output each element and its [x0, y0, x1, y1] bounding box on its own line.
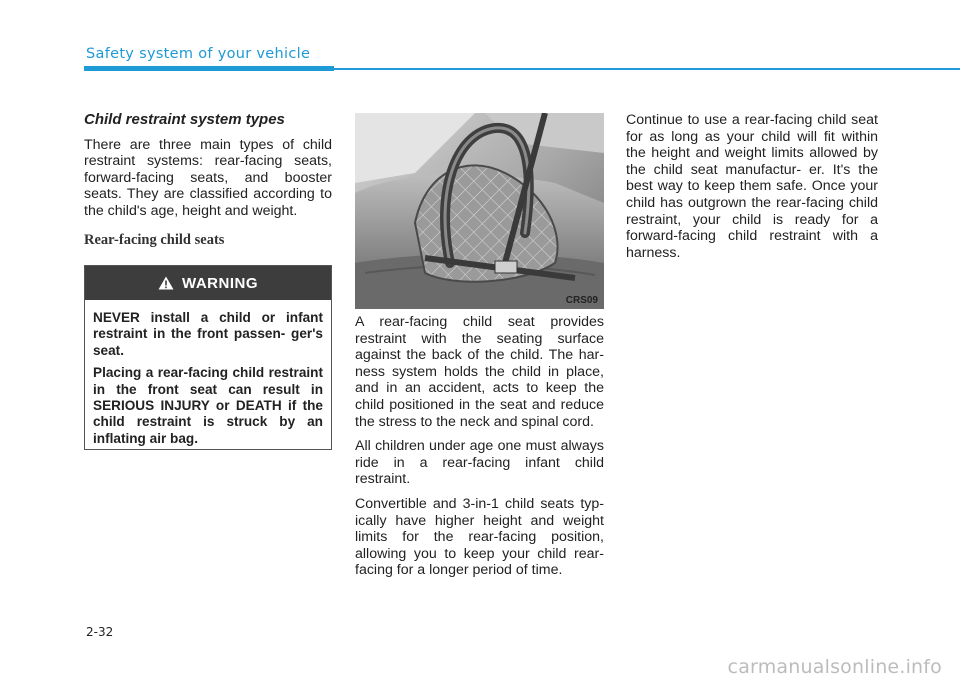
intro-paragraph: There are three main types of child restraint systems: rear-facing seats, forward-facing seats, and booster seats. They are classified according to the child's age, height and weight.	[84, 136, 332, 219]
page-number: 2-32	[86, 625, 114, 639]
warning-paragraph: NEVER install a child or infant restraint in the front passen- ger's seat.	[93, 310, 323, 358]
watermark: carmanualsonline.info	[727, 656, 942, 678]
heading-child-restraint-types: Child restraint system types	[84, 111, 285, 128]
warning-triangle-icon	[158, 276, 174, 290]
body-paragraph: All children under age one must always ride in a rear-facing infant child restraint.	[355, 438, 604, 488]
warning-body	[85, 300, 331, 447]
car-seat-illustration	[355, 113, 604, 309]
body-paragraph: Continue to use a rear-facing child seat for as long as your child will fit within the height and weight limits allowed by the child seat manufactur- er. It's the best way to keep them safe. Once your child has outgrown the rear-facing child restraint, your child is ready for a forward-facing child restraint with a harness.	[626, 112, 878, 261]
header-rule-thick	[84, 66, 334, 71]
warning-box	[84, 265, 332, 450]
rear-facing-seat-illustration	[355, 113, 604, 309]
warning-label: WARNING	[182, 274, 258, 292]
header-rule-thin	[334, 68, 960, 70]
section-title: Safety system of your vehicle	[86, 46, 311, 62]
column-3	[626, 112, 878, 269]
warning-paragraph: Placing a rear-facing child restraint in the front seat can result in SERIOUS INJURY or DEATH if the child restraint is struck by an inflating air bag.	[93, 365, 323, 446]
body-paragraph: Convertible and 3-in-1 child seats typ- ically have higher height and weight limits for the rear-facing position, allowing you to keep your child rear- facing for a longer period of time.	[355, 495, 604, 579]
subheading-rear-facing: Rear-facing child seats	[84, 231, 225, 248]
figure-code: CRS09	[565, 295, 598, 306]
body-paragraph: A rear-facing child seat provides restraint with the seating surface against the back of the child. The har- ness system holds the child in place, and in an accident, acts to keep the child positioned in the seat and reduce the stress to the neck and spinal cord.	[355, 314, 604, 430]
warning-header	[85, 266, 331, 300]
column-1	[84, 112, 332, 248]
column-2	[355, 314, 604, 587]
